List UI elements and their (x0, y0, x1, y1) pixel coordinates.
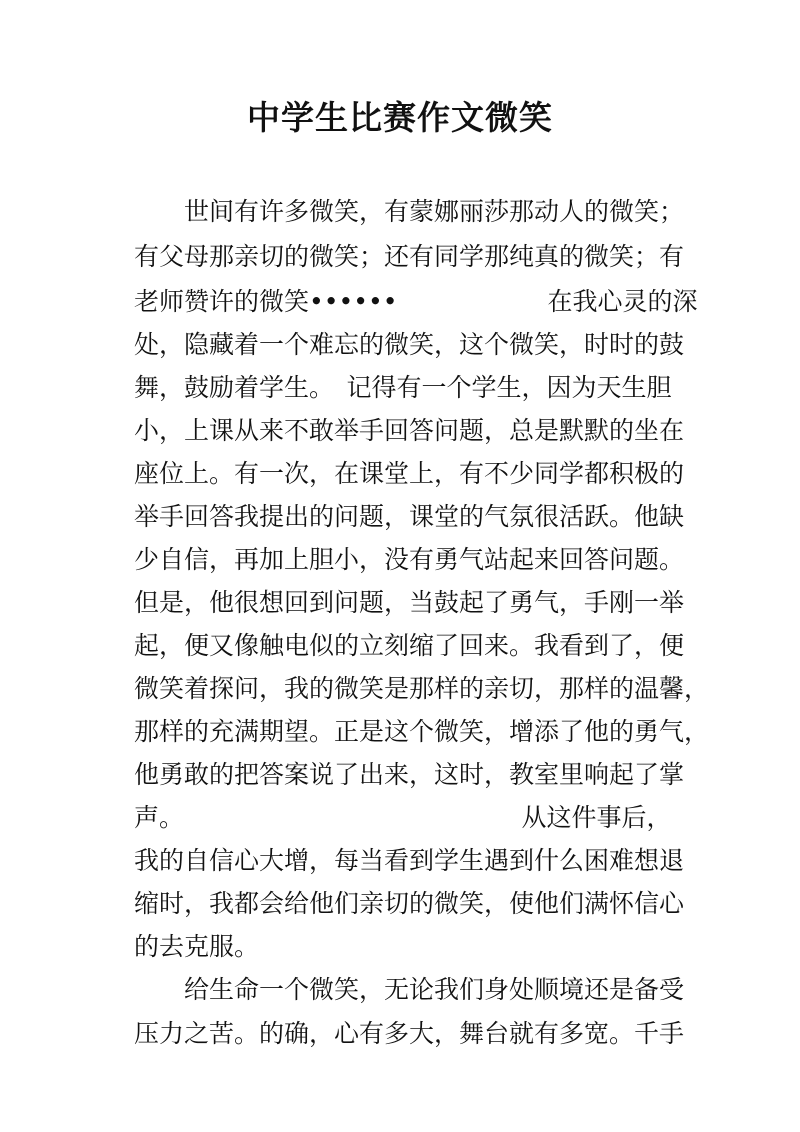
text-line: 他勇敢的把答案说了出来，这时，教室里响起了掌 (134, 760, 685, 789)
text-line: 那样的充满期望。正是这个微笑，增添了他的勇气， (134, 717, 710, 746)
text-line: 起，便又像触电似的立刻缩了回来。我看到了，便 (134, 631, 685, 660)
text-line: 声。 从这件事后， (134, 803, 672, 832)
text-line: 给生命一个微笑，无论我们身处顺境还是备受 (134, 975, 685, 1004)
text-line: 老师赞许的微笑•••••• 在我心灵的深 (134, 287, 698, 316)
text-line: 舞，鼓励着学生。 记得有一个学生，因为天生胆 (134, 373, 672, 402)
document-title: 中学生比赛作文微笑 (247, 98, 553, 137)
text-line: 缩时，我都会给他们亲切的微笑，使他们满怀信心 (134, 889, 685, 918)
text-line: 微笑着探问，我的微笑是那样的亲切，那样的温馨， (134, 674, 710, 703)
text-line: 我的自信心大增，每当看到学生遇到什么困难想退 (134, 846, 685, 875)
text-line: 世间有许多微笑，有蒙娜丽莎那动人的微笑； (134, 197, 685, 226)
text-line: 小，上课从来不敢举手回答问题，总是默默的坐在 (134, 416, 685, 445)
text-line: 有父母那亲切的微笑；还有同学那纯真的微笑；有 (134, 242, 685, 271)
text-line: 的去克服。 (134, 932, 260, 961)
text-line: 压力之苦。的确，心有多大，舞台就有多宽。千手 (134, 1019, 685, 1048)
text-line: 处，隐藏着一个难忘的微笑，这个微笑，时时的鼓 (134, 330, 685, 359)
text-line: 座位上。有一次，在课堂上，有不少同学都积极的 (134, 459, 685, 488)
text-line: 少自信，再加上胆小，没有勇气站起来回答问题。 (134, 545, 685, 574)
text-line: 但是，他很想回到问题，当鼓起了勇气，手刚一举 (134, 588, 685, 617)
text-line: 举手回答我提出的问题，课堂的气氛很活跃。他缺 (134, 502, 685, 531)
